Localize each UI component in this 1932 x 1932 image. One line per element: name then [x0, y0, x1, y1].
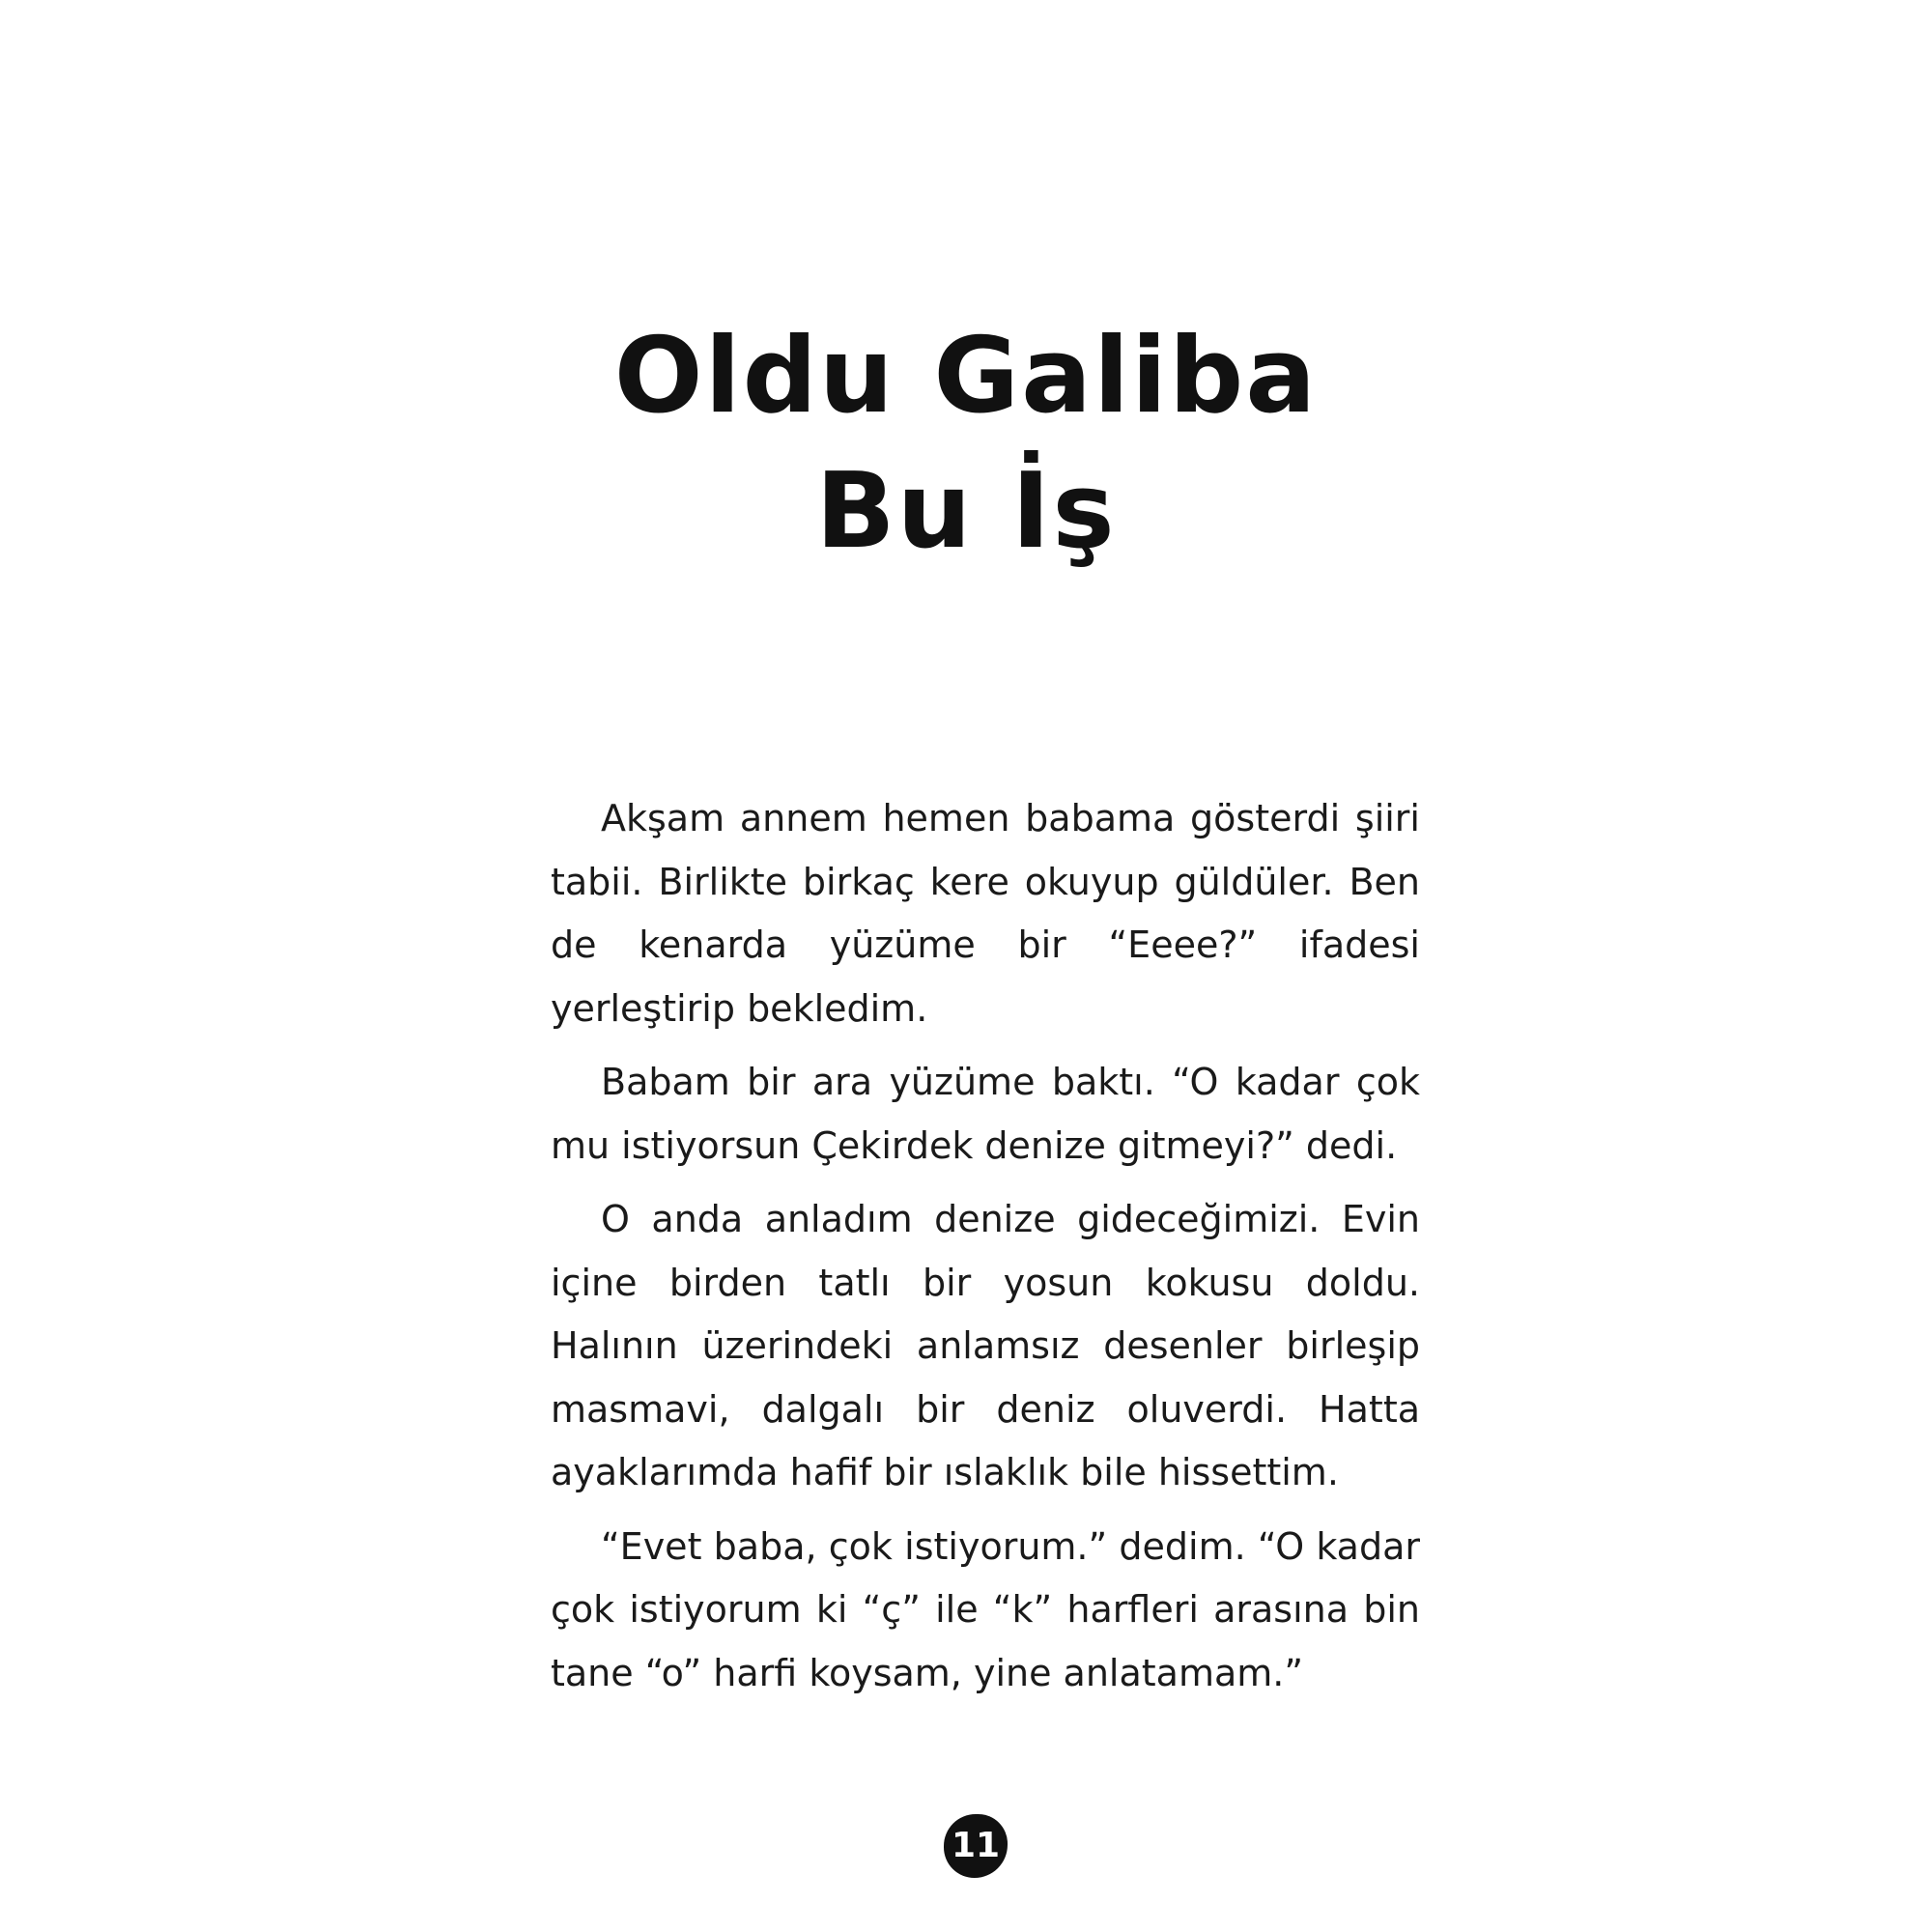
paragraph-2: Babam bir ara yüzüme baktı. “O kadar çok mu istiyorsun Çekirdek denize gitmeyi?” dedi. — [551, 1061, 1420, 1167]
paragraph-1: Akşam annem hemen babama gösterdi şiiri tabii. Birlikte birkaç kere okuyup güldüler. Ben de kenarda yüzüme bir “Eeee?” ifadesi yerleştirip bekledim. — [551, 797, 1420, 1030]
chapter-title — [0, 309, 1932, 580]
chapter-title-line-1: Oldu Galiba — [613, 316, 1319, 437]
paragraph-4: “Evet baba, çok istiyorum.” dedim. “O kadar çok istiyorum ki “ç” ile “k” harfleri arasına bin tane “o” harfi koysam, yine anlatamam.” — [551, 1524, 1420, 1694]
paragraph-3: O anda anladım denize gideceğimizi. Evin içine birden tatlı bir yosun kokusu doldu. Halının üzerindeki anlamsız desenler birleşip masmavi, dalgalı bir deniz oluverdi. Hatta ayaklarımda hafif bir ıslaklık bile hissettim. — [551, 1198, 1420, 1493]
page-number-badge: 11 — [944, 1814, 1008, 1878]
body-text — [551, 787, 1420, 1705]
chapter-title-line-2: Bu İş — [815, 451, 1117, 572]
